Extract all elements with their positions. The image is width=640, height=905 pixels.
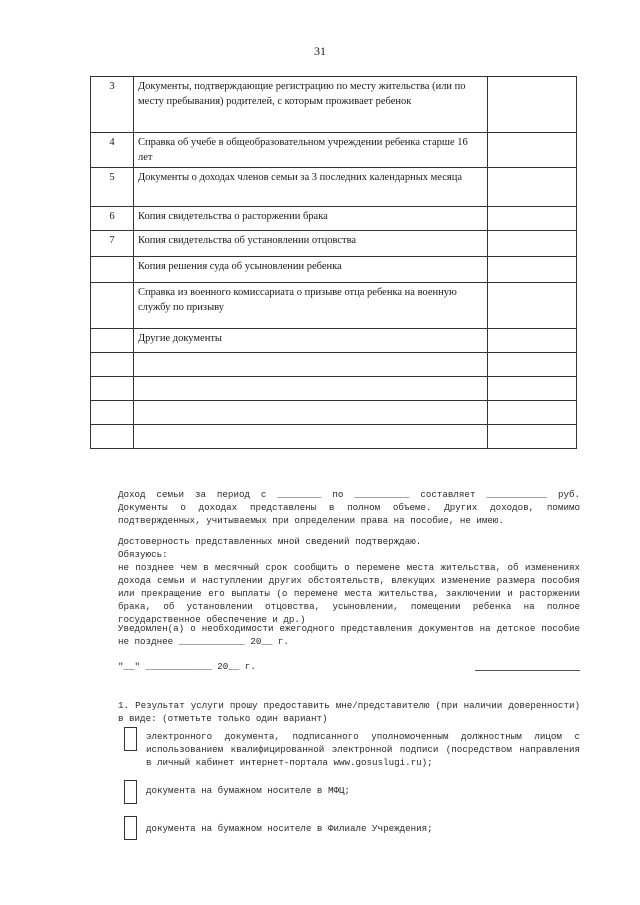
document-name: Копия свидетельства о расторжении брака — [134, 207, 488, 231]
document-name: Другие документы — [134, 329, 488, 353]
confirmation-text: Достоверность представленных мной сведений подтверждаю. — [118, 536, 422, 547]
obligation-heading: Обязуюсь: — [118, 549, 168, 560]
document-number: 6 — [91, 207, 134, 231]
document-number — [91, 329, 134, 353]
document-name: Справка из военного комиссариата о призыве отца ребенка на военную службу по призыву — [134, 283, 488, 329]
document-row — [91, 283, 577, 329]
document-number: 4 — [91, 133, 134, 168]
option-branch-checkbox[interactable] — [124, 816, 137, 840]
document-number: 7 — [91, 231, 134, 257]
document-number: 5 — [91, 168, 134, 207]
document-row — [91, 401, 577, 425]
document-mark-cell[interactable] — [488, 401, 577, 425]
document-number — [91, 425, 134, 449]
option-electronic-checkbox[interactable] — [124, 727, 137, 751]
document-number: 3 — [91, 77, 134, 133]
document-name: Копия свидетельства об установлении отцовства — [134, 231, 488, 257]
document-name: Документы о доходах членов семьи за 3 последних календарных месяца — [134, 168, 488, 207]
option-branch-label: документа на бумажном носителе в Филиале Учреждения; — [146, 823, 433, 834]
document-mark-cell[interactable] — [488, 231, 577, 257]
date-line: "__" ____________ 20__ г. — [118, 661, 256, 672]
document-mark-cell[interactable] — [488, 77, 577, 133]
document-mark-cell[interactable] — [488, 133, 577, 168]
document-number — [91, 377, 134, 401]
signature-line[interactable] — [475, 670, 580, 671]
document-row — [91, 77, 577, 133]
option-mfc-checkbox[interactable] — [124, 780, 137, 804]
document-name — [134, 377, 488, 401]
document-mark-cell[interactable] — [488, 283, 577, 329]
document-name: Справка об учебе в общеобразовательном учреждении ребенка старше 16 лет — [134, 133, 488, 168]
page-number: 31 — [314, 44, 326, 58]
document-row — [91, 353, 577, 377]
document-row — [91, 329, 577, 353]
document-row — [91, 133, 577, 168]
obligation-text: не позднее чем в месячный срок сообщить о перемене места жительства, об изменениях дохода семьи и наступлении других обстоятельств, влекущих изменение размера пособия или прекращение его выплаты (о перемене места жительства, заключении и расторжении брака, об установлении отцовства, усыновлении, помещении ребенка на полное государственное обеспечение и др.) — [118, 562, 580, 625]
document-mark-cell[interactable] — [488, 257, 577, 283]
document-row — [91, 425, 577, 449]
result-heading: 1. Результат услуги прошу предоставить мне/представителю (при наличии доверенности) в виде: (отметьте только один вариант) — [118, 700, 580, 724]
document-mark-cell[interactable] — [488, 207, 577, 231]
option-electronic-label: электронного документа, подписанного уполномоченным должностным лицом с использованием квалифицированной электронной подписи (посредством направления в личный кабинет интернет-портала www.gosuslugi.ru); — [146, 731, 580, 768]
document-number — [91, 283, 134, 329]
document-number — [91, 401, 134, 425]
document-row — [91, 377, 577, 401]
option-mfc-label: документа на бумажном носителе в МФЦ; — [146, 785, 350, 796]
document-name — [134, 353, 488, 377]
document-mark-cell[interactable] — [488, 353, 577, 377]
document-name: Документы, подтверждающие регистрацию по месту жительства (или по месту пребывания) родителей, с которым проживает ребенок — [134, 77, 488, 133]
document-name — [134, 425, 488, 449]
income-paragraph: Доход семьи за период с ________ по __________ составляет ___________ руб. Документы о доходах представлены в полном объеме. Других доходов, помимо подтвержденных, учитываемых при определении права на пособие, не имею. — [118, 489, 580, 526]
document-mark-cell[interactable] — [488, 377, 577, 401]
document-number — [91, 353, 134, 377]
document-name: Копия решения суда об усыновлении ребенка — [134, 257, 488, 283]
document-number — [91, 257, 134, 283]
document-mark-cell[interactable] — [488, 168, 577, 207]
document-row — [91, 257, 577, 283]
document-mark-cell[interactable] — [488, 329, 577, 353]
document-row — [91, 231, 577, 257]
documents-table — [90, 76, 577, 449]
document-row — [91, 168, 577, 207]
document-mark-cell[interactable] — [488, 425, 577, 449]
notification-text: Уведомлен(а) о необходимости ежегодного представления документов на детское пособие не позднее ____________ 20__ г. — [118, 623, 580, 647]
document-row — [91, 207, 577, 231]
document-name — [134, 401, 488, 425]
